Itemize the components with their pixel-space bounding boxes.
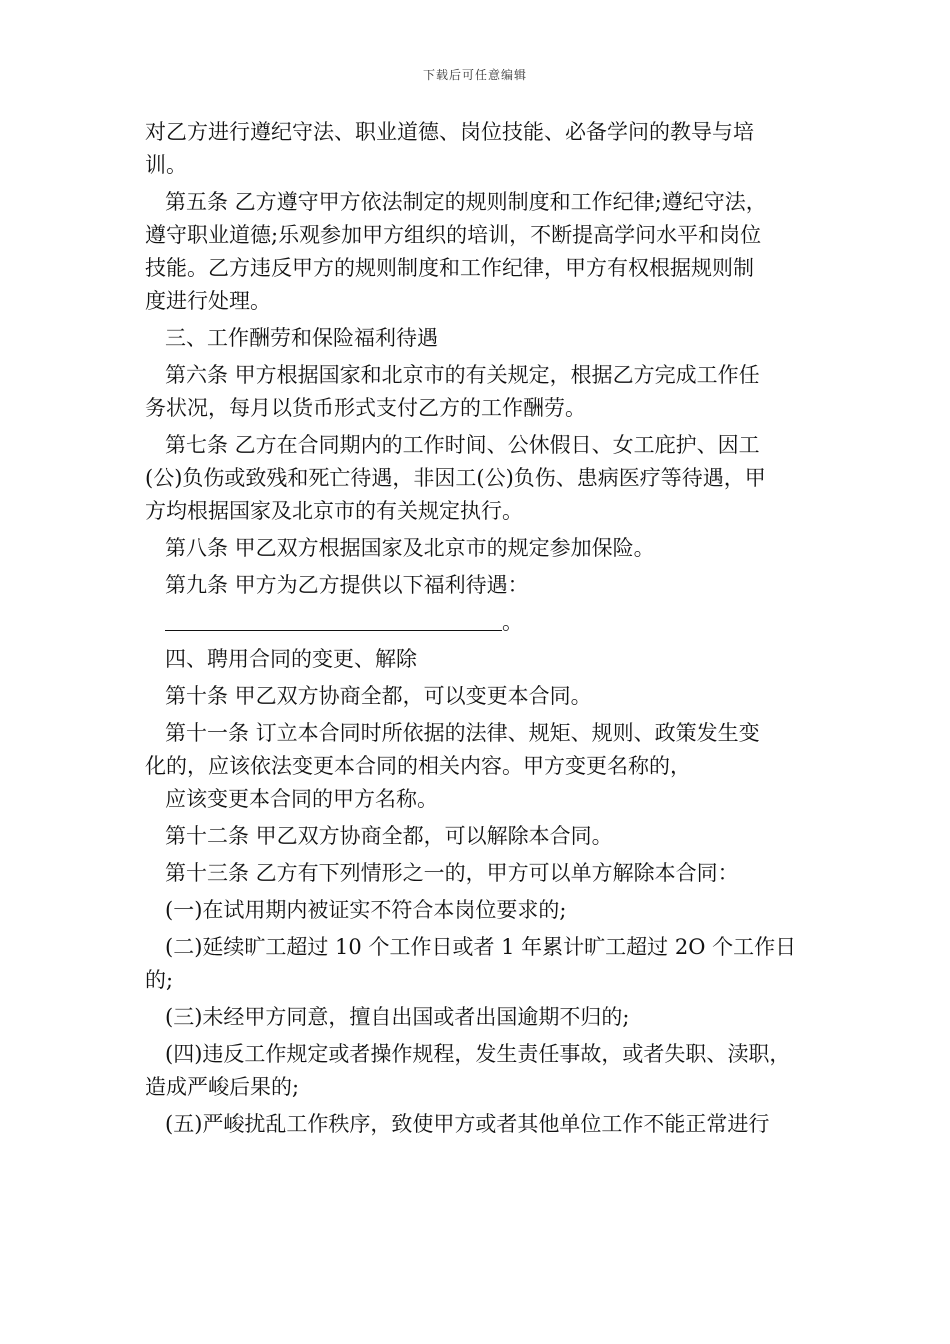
section-heading-3: 三、工作酬劳和保险福利待遇 <box>165 326 438 350</box>
article-6: 第六条 甲方根据国家和北京市的有关规定，根据乙方完成工作任 <box>165 363 760 387</box>
clause-5: (五)严峻扰乱工作秩序，致使甲方或者其他单位工作不能正常进行 <box>165 1112 770 1136</box>
text-line: 遵守职业道德;乐观参加甲方组织的培训，不断提高学问水平和岗位 <box>145 223 762 247</box>
page-header: 下载后可任意编辑 <box>422 68 527 82</box>
text-line: 训。 <box>145 153 187 177</box>
text-line: 的; <box>145 968 174 992</box>
article-11: 第十一条 订立本合同时所依据的法律、规矩、规则、政策发生变 <box>165 721 760 745</box>
blank-terminator: 。 <box>502 610 523 634</box>
clause-2: (二)延续旷工超过 10 个工作日或者 1 年累计旷工超过 2O 个工作日 <box>165 935 797 959</box>
text-line: 方均根据国家及北京市的有关规定执行。 <box>145 499 523 523</box>
article-10: 第十条 甲乙双方协商全都，可以变更本合同。 <box>165 684 592 708</box>
text-line: 造成严峻后果的; <box>145 1075 300 1099</box>
blank-underline <box>165 610 502 631</box>
article-7: 第七条 乙方在合同期内的工作时间、公休假日、女工庇护、因工 <box>165 433 760 457</box>
article-12: 第十二条 甲乙双方协商全都，可以解除本合同。 <box>165 824 613 848</box>
section-heading-4: 四、聘用合同的变更、解除 <box>165 647 417 671</box>
blank-fill-line <box>145 608 810 637</box>
clause-4: (四)违反工作规定或者操作规程，发生责任事故，或者失职、渎职， <box>165 1042 791 1066</box>
article-9: 第九条 甲方为乙方提供以下福利待遇： <box>165 573 529 597</box>
text-line: 务状况，每月以货币形式支付乙方的工作酬劳。 <box>145 396 586 420</box>
text-line: 技能。乙方违反甲方的规则制度和工作纪律，甲方有权根据规则制 <box>145 256 754 280</box>
clause-3: (三)未经甲方同意，擅自出国或者出国逾期不归的; <box>165 1005 630 1029</box>
text-line: (公)负伤或致残和死亡待遇，非因工(公)负伤、患病医疗等待遇，甲 <box>145 466 766 490</box>
article-13: 第十三条 乙方有下列情形之一的，甲方可以单方解除本合同： <box>165 861 739 885</box>
document-body <box>145 118 810 1139</box>
text-line: 度进行处理。 <box>145 289 271 313</box>
text-line: 应该变更本合同的甲方名称。 <box>165 787 438 811</box>
clause-1: (一)在试用期内被证实不符合本岗位要求的; <box>165 898 567 922</box>
article-5: 第五条 乙方遵守甲方依法制定的规则制度和工作纪律;遵纪守法， <box>165 190 767 214</box>
text-line: 对乙方进行遵纪守法、职业道德、岗位技能、必备学问的教导与培 <box>145 120 754 144</box>
text-line: 化的，应该依法变更本合同的相关内容。甲方变更名称的， <box>145 754 691 778</box>
article-8: 第八条 甲乙双方根据国家及北京市的规定参加保险。 <box>165 536 655 560</box>
